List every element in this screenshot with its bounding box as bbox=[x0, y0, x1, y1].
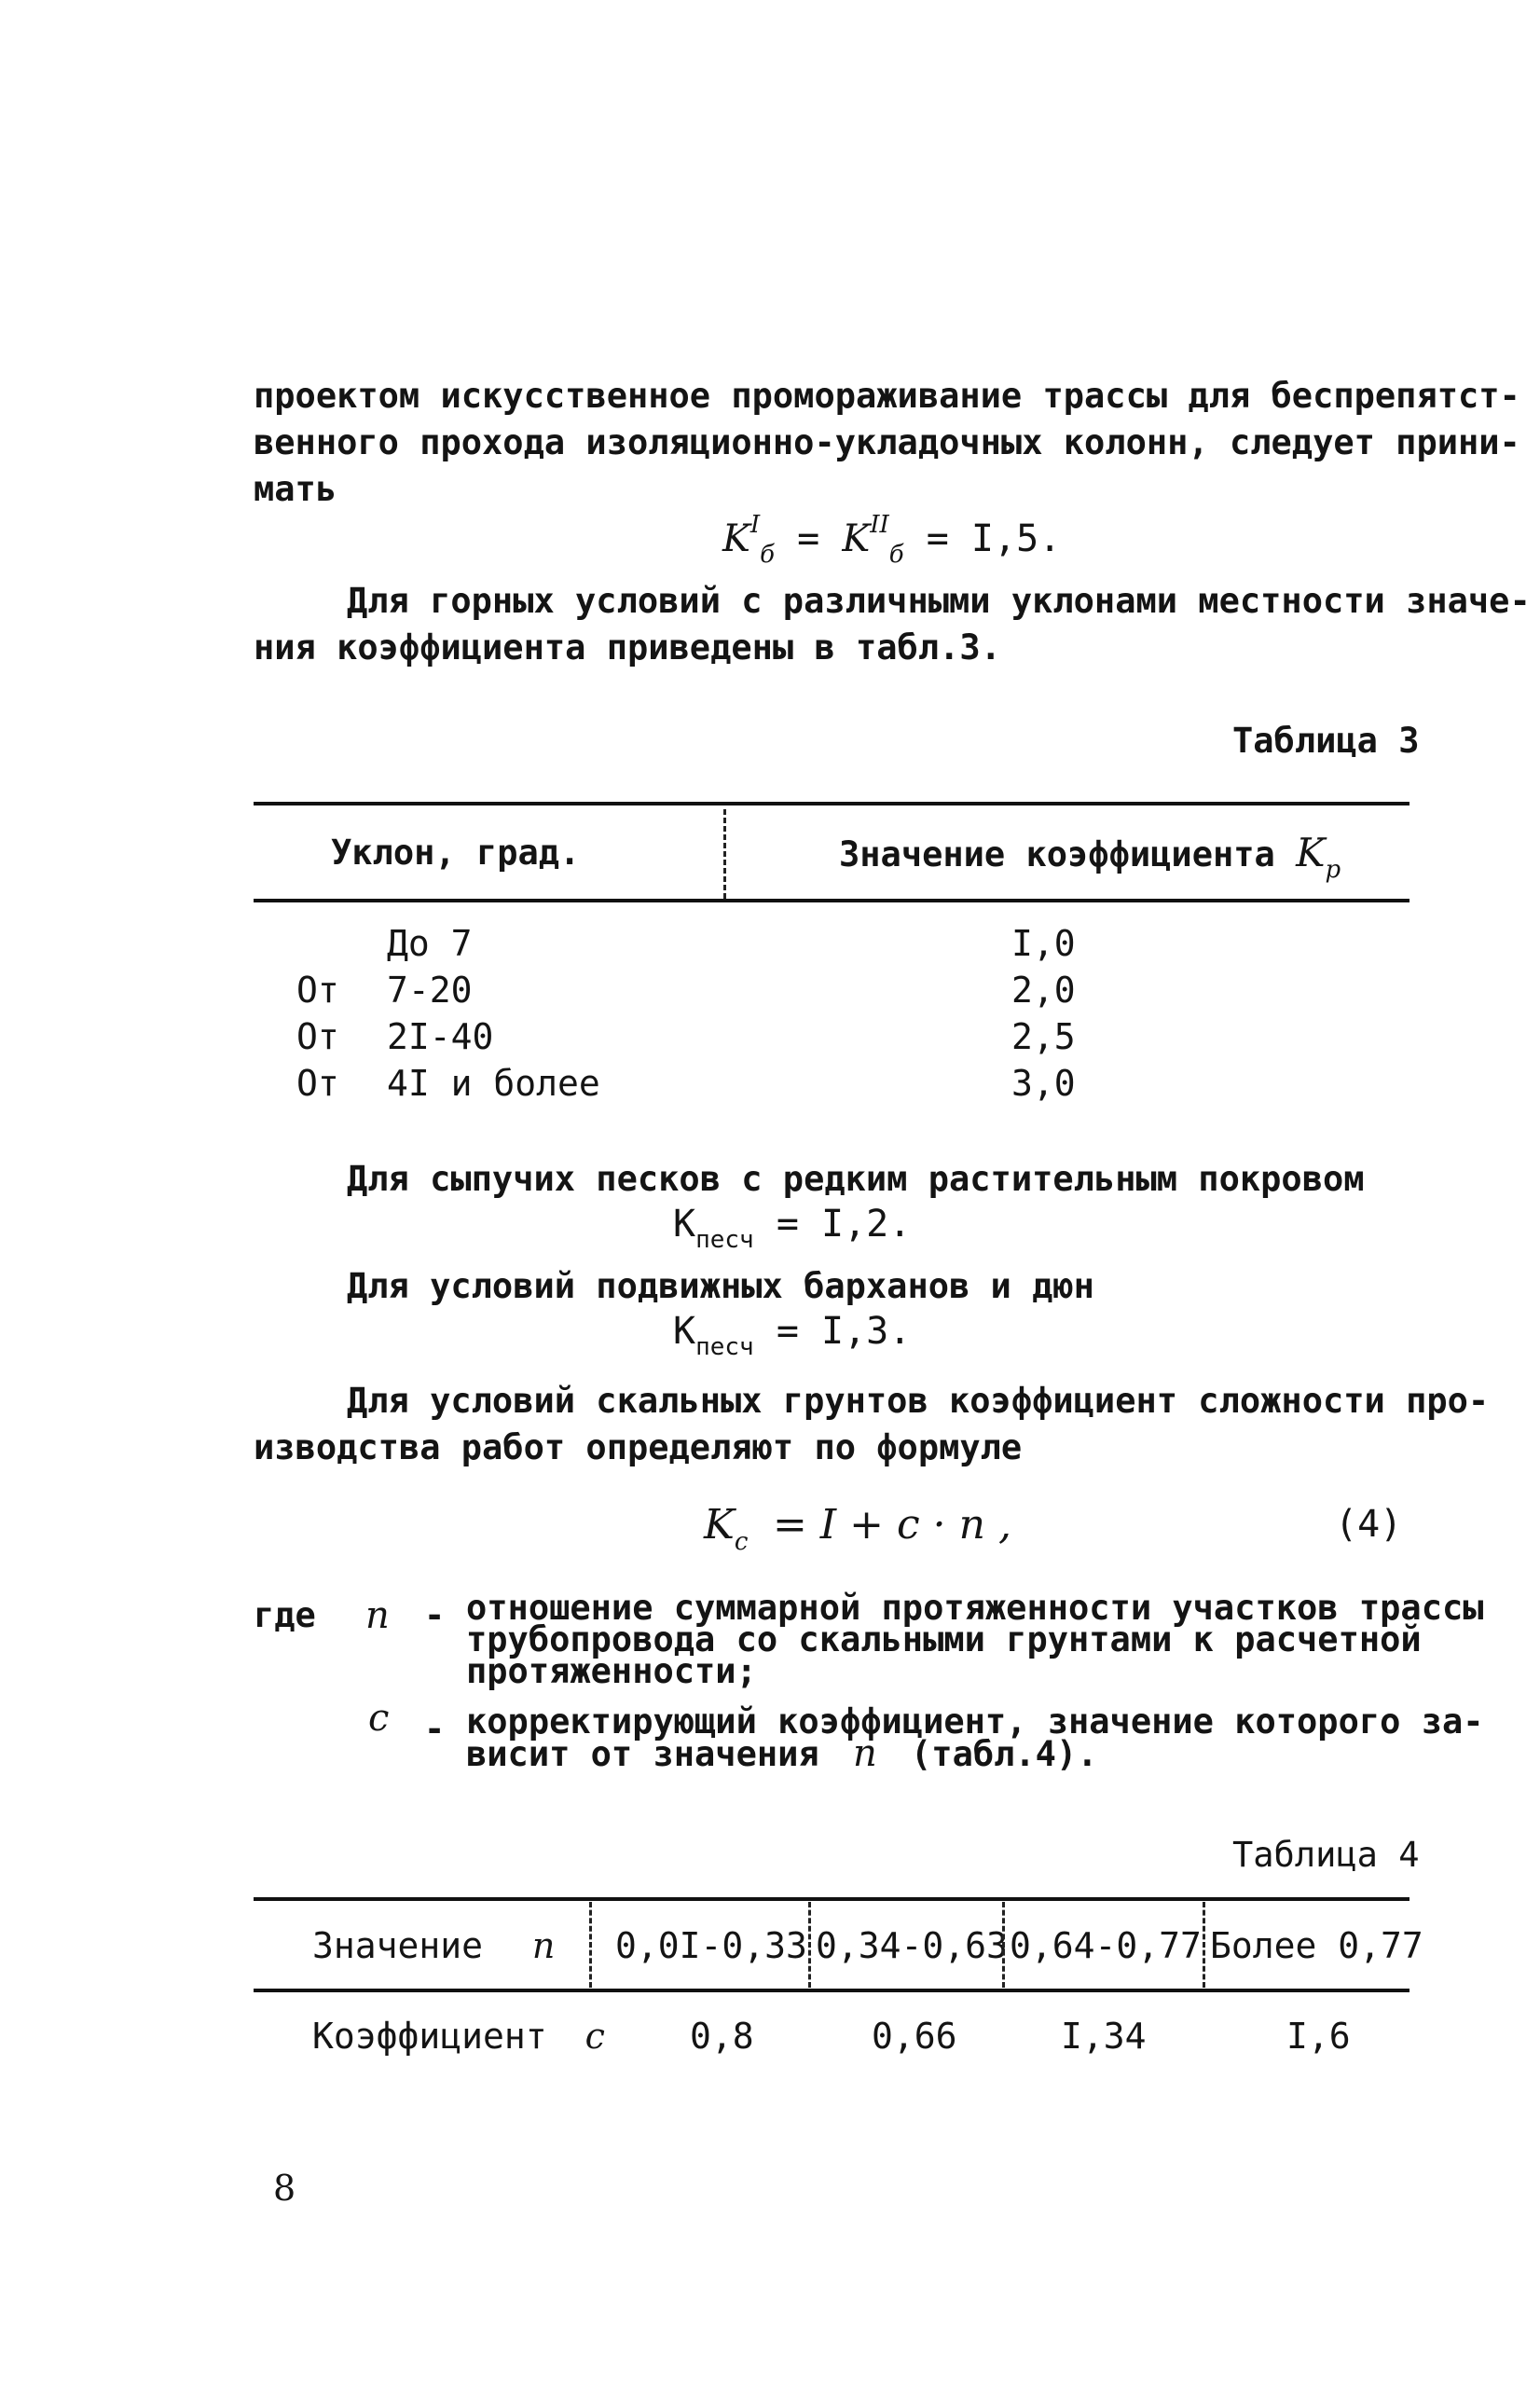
where-c-dash: - bbox=[424, 1709, 446, 1749]
formula-k1: K bbox=[722, 517, 750, 560]
formula-sub1: б bbox=[760, 541, 776, 569]
table4-row-1-label bbox=[312, 1925, 555, 1966]
table3-header-symbol-sub: р bbox=[1325, 856, 1341, 884]
table3-header-symbol: K bbox=[1296, 830, 1326, 875]
where-n-line-1: отношение суммарной протяженности участков трассы bbox=[466, 1588, 1484, 1628]
table3-row-4-prefix: От bbox=[296, 1063, 339, 1104]
table4-row-2-text: Коэффициент bbox=[312, 2016, 547, 2057]
formula-4-k: K bbox=[704, 1501, 735, 1549]
table3-row-3-prefix: От bbox=[296, 1016, 339, 1057]
table4-header-rule bbox=[254, 1989, 1409, 1992]
table3-row-2-prefix: От bbox=[296, 970, 339, 1011]
sands-f1-sub: песч bbox=[695, 1226, 754, 1254]
table4-caption: Таблица 4 bbox=[1232, 1835, 1420, 1875]
table4-row-2-symbol: c bbox=[584, 2016, 605, 2057]
sands-f2-sub: песч bbox=[695, 1333, 754, 1361]
intro-line-1: проектом искусственное промораживание трассы для беспрепятст- bbox=[254, 376, 1520, 416]
table4-col-1: 0,0I-0,33 bbox=[615, 1925, 807, 1966]
sands-line-2: Для условий подвижных барханов и дюн bbox=[347, 1266, 1094, 1306]
formula-sup1: I bbox=[749, 511, 761, 539]
table4-value-4: I,6 bbox=[1286, 2016, 1351, 2057]
rock-line-1: Для условий скальных грунтов коэффициент сложности про- bbox=[347, 1381, 1490, 1421]
sands-f2-k: K bbox=[673, 1310, 696, 1353]
sands-f1-value: = I,2. bbox=[776, 1203, 912, 1246]
where-n-line-2: трубопровода со скальными грунтами к расчетной bbox=[466, 1619, 1422, 1659]
formula-4-number: (4) bbox=[1335, 1503, 1403, 1546]
table4-row-1-text: Значение bbox=[312, 1925, 484, 1966]
table4-col-3: 0,64-0,77 bbox=[1010, 1925, 1202, 1966]
table3-row-1-range: До 7 bbox=[387, 923, 473, 964]
sands-formula-2 bbox=[673, 1310, 912, 1361]
formula-k-delta bbox=[722, 511, 1062, 569]
where-c-tail: (табл.4). bbox=[911, 1734, 1098, 1774]
rock-line-2: изводства работ определяют по формуле bbox=[254, 1427, 1023, 1467]
table4-row-2-label bbox=[312, 2016, 605, 2057]
table3-header-value-label: Значение коэффициента bbox=[839, 834, 1275, 874]
formula-eq2: = bbox=[926, 517, 949, 560]
where-c-n-symbol: n bbox=[852, 1732, 877, 1775]
formula-4-sub: c bbox=[734, 1528, 749, 1556]
mountain-line-1: Для горных условий с различными уклонами местности значе- bbox=[347, 581, 1531, 621]
table4-divider-4 bbox=[1203, 1902, 1205, 1988]
table4-row-1-symbol: n bbox=[531, 1925, 556, 1966]
formula-eq1: = bbox=[797, 517, 820, 560]
sands-line-1: Для сыпучих песков с редким растительным покровом bbox=[347, 1159, 1365, 1199]
formula-4 bbox=[704, 1501, 1011, 1556]
where-n-symbol: n bbox=[365, 1594, 390, 1637]
formula-4-body: = I + c · n , bbox=[772, 1501, 1011, 1549]
table3-row-4-range: 4I и более bbox=[387, 1063, 600, 1104]
table3-row-2-value: 2,0 bbox=[1011, 970, 1076, 1011]
where-c-symbol: c bbox=[368, 1697, 390, 1740]
where-c-line-2-text: висит от значения bbox=[466, 1734, 819, 1774]
table3-header-slope: Уклон, град. bbox=[331, 833, 581, 873]
where-c-line-1: корректирующий коэффициент, значение которого за- bbox=[466, 1701, 1484, 1742]
intro-line-3: мать bbox=[254, 469, 337, 509]
sands-f2-value: = I,3. bbox=[776, 1310, 912, 1353]
table4-divider-2 bbox=[808, 1902, 811, 1988]
table3-row-4-value: 3,0 bbox=[1011, 1063, 1076, 1104]
table3-top-rule bbox=[254, 802, 1409, 805]
where-c-line-2 bbox=[466, 1732, 1098, 1775]
table4-top-rule bbox=[254, 1897, 1409, 1901]
page-number: 8 bbox=[273, 2168, 296, 2209]
table4-value-2: 0,66 bbox=[872, 2016, 957, 2057]
table4-divider-3 bbox=[1002, 1902, 1005, 1988]
formula-sup2: II bbox=[870, 511, 889, 539]
table3-header-divider bbox=[723, 809, 726, 899]
mountain-line-2: ния коэффициента приведены в табл.3. bbox=[254, 627, 1001, 668]
table3-caption: Таблица 3 bbox=[1232, 721, 1420, 761]
formula-value: I,5. bbox=[970, 517, 1062, 560]
table3-row-3-value: 2,5 bbox=[1011, 1016, 1076, 1057]
table4-value-1: 0,8 bbox=[690, 2016, 754, 2057]
sands-formula-1 bbox=[673, 1203, 912, 1254]
formula-k2: K bbox=[842, 517, 871, 560]
table3-row-1-value: I,0 bbox=[1011, 923, 1076, 964]
table4-value-3: I,34 bbox=[1061, 2016, 1147, 2057]
where-n-line-3: протяженности; bbox=[466, 1651, 757, 1691]
formula-sub2: б bbox=[888, 541, 904, 569]
table3-header-value bbox=[839, 830, 1341, 882]
table3-row-3-range: 2I-40 bbox=[387, 1016, 494, 1057]
table3-row-2-range: 7-20 bbox=[387, 970, 473, 1011]
where-n-dash: - bbox=[424, 1595, 446, 1635]
table4-col-2: 0,34-0,63 bbox=[816, 1925, 1008, 1966]
table4-col-4: Более 0,77 bbox=[1210, 1925, 1423, 1966]
table3-header-rule bbox=[254, 899, 1409, 902]
table4-divider-1 bbox=[589, 1902, 592, 1988]
intro-line-2: венного прохода изоляционно-укладочных колонн, следует прини- bbox=[254, 422, 1520, 462]
sands-f1-k: K bbox=[673, 1203, 696, 1246]
where-label: где bbox=[254, 1595, 316, 1635]
